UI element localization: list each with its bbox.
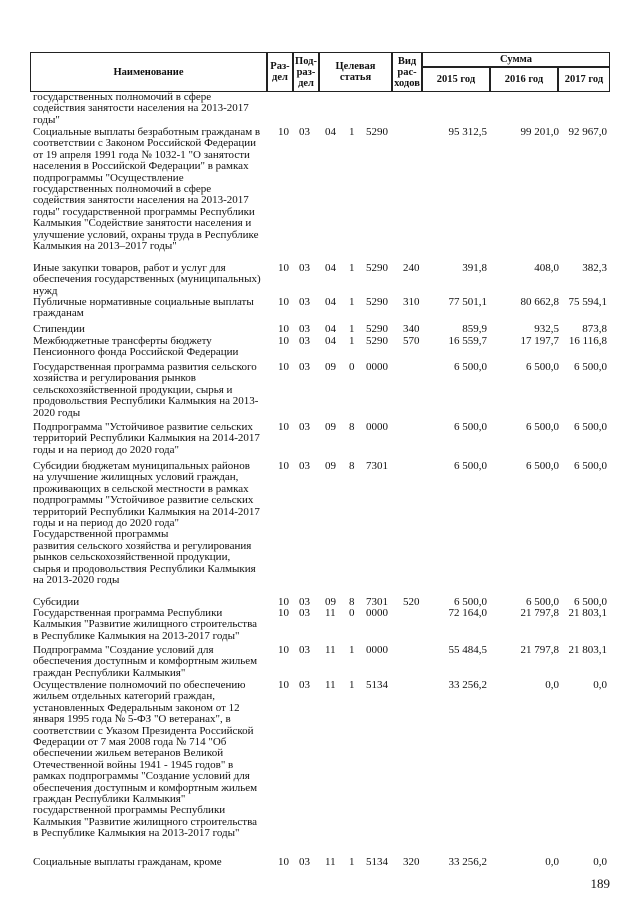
cell-2017: 75 594,1 xyxy=(568,296,607,308)
cell-podrazdel: 03 xyxy=(299,335,310,347)
cell-podrazdel: 03 xyxy=(299,262,310,274)
cell-subprogram: 1 xyxy=(349,856,355,868)
cell-code: 7301 xyxy=(366,596,388,608)
cell-podrazdel: 03 xyxy=(299,607,310,619)
cell-program: 04 xyxy=(325,126,336,138)
cell-2015: 77 501,1 xyxy=(448,296,487,308)
cell-subprogram: 1 xyxy=(349,296,355,308)
cell-razdel: 10 xyxy=(278,644,289,656)
cell-2016: 80 662,8 xyxy=(520,296,559,308)
cell-2015: 859,9 xyxy=(462,323,487,335)
col-header-target: Целевая статья xyxy=(319,52,392,92)
cell-2017: 6 500,0 xyxy=(574,361,607,373)
col-header-sum: Сумма xyxy=(422,52,610,67)
cell-vid: 340 xyxy=(403,323,420,335)
cell-razdel: 10 xyxy=(278,421,289,433)
cell-program: 04 xyxy=(325,323,336,335)
cell-razdel: 10 xyxy=(278,335,289,347)
cell-razdel: 10 xyxy=(278,856,289,868)
cell-podrazdel: 03 xyxy=(299,126,310,138)
cell-subprogram: 1 xyxy=(349,262,355,274)
cell-2017: 6 500,0 xyxy=(574,596,607,608)
cell-2017: 6 500,0 xyxy=(574,421,607,433)
col-header-2016: 2016 год xyxy=(490,67,558,92)
cell-2015: 33 256,2 xyxy=(448,856,487,868)
table-header xyxy=(30,52,610,92)
cell-2016: 6 500,0 xyxy=(526,361,559,373)
cell-razdel: 10 xyxy=(278,323,289,335)
cell-vid: 520 xyxy=(403,596,420,608)
cell-2015: 6 500,0 xyxy=(454,361,487,373)
cell-podrazdel: 03 xyxy=(299,421,310,433)
cell-name: Подпрограмма "Создание условий для обеспечения доступным и комфортным жильем граждан Республики Калмыкия" xyxy=(33,644,258,679)
cell-program: 11 xyxy=(325,856,336,868)
cell-name: государственных полномочий в сфере содействия занятости населения на 2013-2017 годы" xyxy=(33,91,249,126)
cell-2016: 6 500,0 xyxy=(526,596,559,608)
cell-code: 0000 xyxy=(366,644,388,656)
cell-2016: 21 797,8 xyxy=(520,607,559,619)
col-header-razdel: Раз- дел xyxy=(267,52,293,92)
cell-2016: 408,0 xyxy=(534,262,559,274)
page-number: 189 xyxy=(590,876,610,891)
cell-program: 04 xyxy=(325,262,336,274)
cell-program: 11 xyxy=(325,679,336,691)
cell-razdel: 10 xyxy=(278,596,289,608)
cell-program: 04 xyxy=(325,335,336,347)
cell-vid: 570 xyxy=(403,335,420,347)
col-header-2017: 2017 год xyxy=(558,67,610,92)
col-header-podrazdel: Под- раз- дел xyxy=(293,52,319,92)
cell-subprogram: 1 xyxy=(349,679,355,691)
cell-2017: 873,8 xyxy=(582,323,607,335)
cell-code: 5290 xyxy=(366,126,388,138)
cell-2017: 21 803,1 xyxy=(568,607,607,619)
cell-2017: 6 500,0 xyxy=(574,460,607,472)
cell-podrazdel: 03 xyxy=(299,323,310,335)
cell-code: 0000 xyxy=(366,607,388,619)
cell-2015: 391,8 xyxy=(462,262,487,274)
cell-name: Субсидии бюджетам муниципальных районов на улучшение жилищных условий граждан, проживающих в сельской местности в рамках подпрограммы "Устойчивое развитие сельских территорий Республики Калмыкия на 2014-2017 годы и на период до 2020 года" Государственной программы развития сельского хозяйства и регулирования рынков сельскохозяйственной продукции, сырья и продовольствия Республики Калмыкия на 2013-2020 годы xyxy=(33,460,260,587)
cell-2015: 95 312,5 xyxy=(448,126,487,138)
cell-2015: 6 500,0 xyxy=(454,460,487,472)
cell-2017: 0,0 xyxy=(593,856,607,868)
cell-name: Стипендии xyxy=(33,323,85,335)
cell-podrazdel: 03 xyxy=(299,856,310,868)
cell-subprogram: 8 xyxy=(349,596,355,608)
cell-2016: 932,5 xyxy=(534,323,559,335)
cell-vid: 240 xyxy=(403,262,420,274)
cell-2017: 92 967,0 xyxy=(568,126,607,138)
cell-podrazdel: 03 xyxy=(299,361,310,373)
cell-2016: 99 201,0 xyxy=(520,126,559,138)
cell-name: Осуществление полномочий по обеспечению жильем отдельных категорий граждан, установленных Федеральным законом от 12 января 1995 года № 5-ФЗ "О ветеранах", в соответствии с Указом Президента Российской Федерации от 7 мая 2008 года № 714 "Об обеспечении жильем ветеранов Великой Отечественной войны 1941 - 1945 годов" в рамках подпрограммы "Создание условий для обеспечения доступным и комфортным жильем граждан Республики Калмыкия" государственной программы Республики Калмыкия "Развитие жилищного строительства в Республике Калмыкия на 2013-2017 годы" xyxy=(33,679,258,840)
cell-subprogram: 1 xyxy=(349,644,355,656)
cell-code: 5290 xyxy=(366,335,388,347)
cell-2017: 382,3 xyxy=(582,262,607,274)
cell-code: 5134 xyxy=(366,856,388,868)
cell-program: 11 xyxy=(325,607,336,619)
cell-subprogram: 0 xyxy=(349,607,355,619)
cell-razdel: 10 xyxy=(278,296,289,308)
col-header-name: Наименование xyxy=(30,52,267,92)
cell-2016: 6 500,0 xyxy=(526,460,559,472)
cell-name: Иные закупки товаров, работ и услуг для обеспечения государственных (муниципальных) нужд xyxy=(33,262,261,297)
cell-2017: 21 803,1 xyxy=(568,644,607,656)
cell-name: Публичные нормативные социальные выплаты гражданам xyxy=(33,296,254,320)
cell-razdel: 10 xyxy=(278,126,289,138)
cell-code: 0000 xyxy=(366,421,388,433)
cell-subprogram: 1 xyxy=(349,126,355,138)
cell-name: Государственная программа развития сельского хозяйства и регулирования рынков сельскохозяйственной продукции, сырья и продовольствия Республики Калмыкия на 2013- 2020 годы xyxy=(33,361,259,419)
cell-name: Государственная программа Республики Калмыкия "Развитие жилищного строительства в Республике Калмыкия на 2013-2017 годы" xyxy=(33,607,258,642)
col-header-vid: Вид рас- ходов xyxy=(392,52,422,92)
cell-code: 7301 xyxy=(366,460,388,472)
cell-podrazdel: 03 xyxy=(299,679,310,691)
cell-podrazdel: 03 xyxy=(299,296,310,308)
col-header-2015: 2015 год xyxy=(422,67,490,92)
cell-2016: 0,0 xyxy=(545,679,559,691)
cell-podrazdel: 03 xyxy=(299,644,310,656)
cell-razdel: 10 xyxy=(278,607,289,619)
cell-program: 09 xyxy=(325,421,336,433)
cell-subprogram: 1 xyxy=(349,323,355,335)
cell-subprogram: 8 xyxy=(349,421,355,433)
cell-2017: 16 116,8 xyxy=(568,335,607,347)
cell-2016: 6 500,0 xyxy=(526,421,559,433)
cell-2015: 6 500,0 xyxy=(454,421,487,433)
cell-name: Социальные выплаты безработным гражданам в соответствии с Законом Российской Федерации от 19 апреля 1991 года № 1032-1 "О занятости населения в Российской Федерации" в рамках подпрограммы "Осуществление государственных полномочий в сфере содействия занятости населения на 2013-2017 годы" государственной программы Республики Калмыкия "Содействие занятости населения и улучшение условий, охраны труда в Республике Калмыкия на 2013–2017 годы" xyxy=(33,126,261,253)
cell-podrazdel: 03 xyxy=(299,596,310,608)
cell-subprogram: 8 xyxy=(349,460,355,472)
cell-2016: 0,0 xyxy=(545,856,559,868)
cell-code: 5290 xyxy=(366,323,388,335)
cell-code: 5134 xyxy=(366,679,388,691)
cell-razdel: 10 xyxy=(278,361,289,373)
cell-code: 5290 xyxy=(366,262,388,274)
cell-razdel: 10 xyxy=(278,679,289,691)
cell-code: 0000 xyxy=(366,361,388,373)
cell-2015: 72 164,0 xyxy=(448,607,487,619)
cell-2016: 17 197,7 xyxy=(520,335,559,347)
cell-2015: 16 559,7 xyxy=(448,335,487,347)
cell-2015: 33 256,2 xyxy=(448,679,487,691)
cell-2015: 55 484,5 xyxy=(448,644,487,656)
cell-program: 11 xyxy=(325,644,336,656)
cell-program: 04 xyxy=(325,296,336,308)
cell-vid: 310 xyxy=(403,296,420,308)
cell-2017: 0,0 xyxy=(593,679,607,691)
cell-name: Подпрограмма "Устойчивое развитие сельских территорий Республики Калмыкия на 2014-2017 годы и на период до 2020 года" xyxy=(33,421,260,456)
cell-2015: 6 500,0 xyxy=(454,596,487,608)
cell-program: 09 xyxy=(325,361,336,373)
cell-razdel: 10 xyxy=(278,262,289,274)
cell-program: 09 xyxy=(325,460,336,472)
cell-program: 09 xyxy=(325,596,336,608)
cell-subprogram: 0 xyxy=(349,361,355,373)
cell-code: 5290 xyxy=(366,296,388,308)
cell-vid: 320 xyxy=(403,856,420,868)
cell-podrazdel: 03 xyxy=(299,460,310,472)
cell-name: Межбюджетные трансферты бюджету Пенсионного фонда Российской Федерации xyxy=(33,335,239,359)
cell-name: Социальные выплаты гражданам, кроме xyxy=(33,856,222,868)
cell-2016: 21 797,8 xyxy=(520,644,559,656)
cell-razdel: 10 xyxy=(278,460,289,472)
cell-name: Субсидии xyxy=(33,596,80,608)
cell-subprogram: 1 xyxy=(349,335,355,347)
